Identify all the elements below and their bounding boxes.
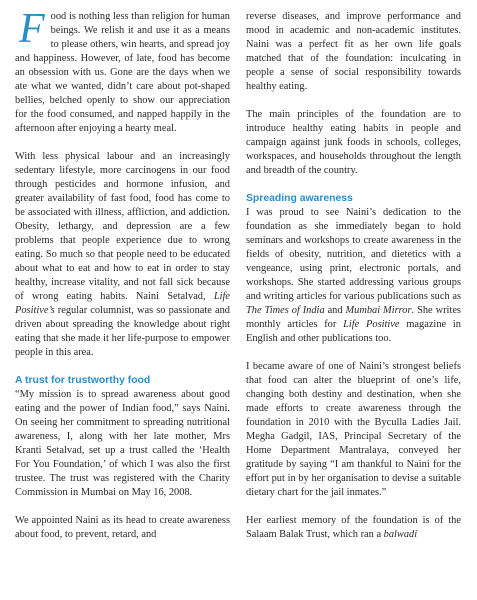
dedication-text-2: and [324,305,346,316]
publication-mirror: Mumbai Mirror [345,305,412,316]
intro-paragraph [15,6,230,136]
dedication-paragraph [246,206,461,346]
continuation-paragraph: reverse diseases, and improve performance and mood in academic and non-academic institutes. Naini was a perfect fit as her own life goals matched that of the foundation: inculcating in people a sense of social responsibility towards healthy eating. [246,11,461,92]
dedication-text-4: magazine in English and other publications too. [246,319,461,344]
balwadi-term: balwadi [383,529,418,540]
memory-text: Her earliest memory of the foundation is of the Salaam Balak Trust, which ran a [246,515,461,540]
mission-paragraph: “My mission is to spread awareness about good eating and the power of Indian food,” says Naini. On seeing her commitment to spreading nutritional awareness, I, along with her late mother, Mrs Kranti Setalvad, set up a trust called the ‘Health For You Foundation,’ of which I was also the first trustee. The trust was registered with the Charity Commission in Mumbai on May 16, 2008. [15,389,230,498]
right-column [246,10,461,600]
jail-paragraph: I became aware of one of Naini’s strongest beliefs that food can alter the blueprint of one’s life, changing both destiny and destination, when she made efforts to create awareness through the foundation in 2010 with the Byculla Ladies Jail. Megha Gadgil, IAS, Principal Secretary of the Home Department Mantralaya, conveyed her gratitude by saying “I am thankful to Naini for the effort put in by her organisation to devise a suitable dietary chart for the jail inmates.” [246,361,461,498]
lifestyle-text-a: With less physical labour and an increasingly sedentary lifestyle, more carcinogens in our food through pesticides and hormone infusion, and greater availability of fast food, food has come to be associated with illness, affliction, and addiction. Obesity, lethargy, and depression are a few problems that people experience due to wrong eating. So much so that people need to be educated about what to eat and how to eat in order to stay healthy, increase vitality, and not fall sick because of wrong eating habits. Naini Setalvad, [15,151,230,302]
publication-name: Life Positive’s [15,291,230,316]
left-column [15,6,230,600]
dedication-text-1: I was proud to see Naini’s dedication to the foundation as she immediately began to hold seminars and workshops to create awareness in the fields of obesity, nutrition, and dietetics with a vengeance, using print, electronic portals, and workshops. She started addressing various groups and writing articles for various publications such as [246,207,461,302]
lifestyle-paragraph [15,150,230,360]
intro-text: ood is nothing less than religion for human beings. We relish it and use it as a means to please others, win hearts, and spread joy and happiness. However, of late, food has become an obsession with us. Gone are the days when we ate what we wanted, didn’t care about pot-shaped bellies, belched openly to show our appreciation for the food consumed, and napped happily in the afternoon after enjoying a hearty meal. [15,11,230,134]
earliest-memory-paragraph [246,514,461,542]
lifestyle-text-b: regular columnist, was so passionate and driven about spreading the knowledge about right eating that she made it her life-purpose to empower people in this area. [15,305,230,358]
section-heading-trust: A trust for trustworthy food [15,375,151,386]
publication-life-positive: Life Positive [343,319,400,330]
drop-cap: F [19,6,45,52]
appointment-paragraph: We appointed Naini as its head to create awareness about food, to prevent, retard, and [15,515,230,540]
principles-paragraph: The main principles of the foundation are to introduce healthy eating habits in people and campaign against junk foods in schools, colleges, workspaces, and households throughout the length and breadth of the country. [246,109,461,176]
publication-times: The Times of India [246,305,325,316]
section-heading-awareness: Spreading awareness [246,193,353,204]
dedication-text-3: . She writes monthly articles for [246,305,461,330]
